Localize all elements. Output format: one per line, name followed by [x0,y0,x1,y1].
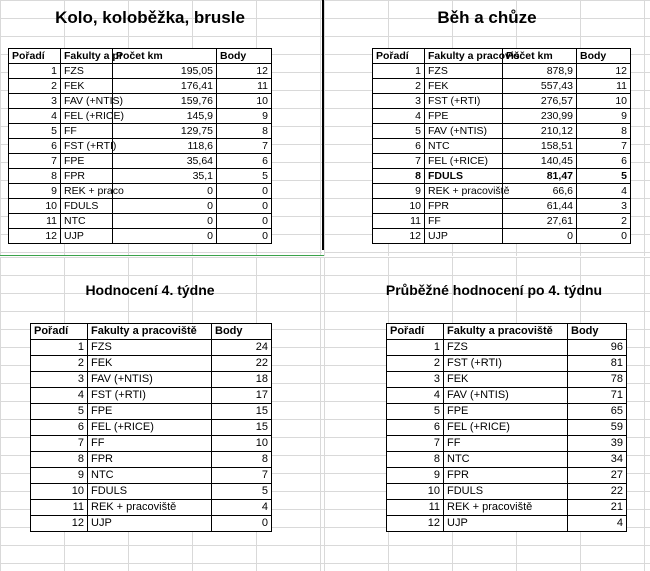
table-cell: 8 [373,169,425,184]
table-row [31,468,272,484]
table-cell: 0 [113,199,217,214]
table-cell: UJP [444,516,568,532]
table-cell: 10 [9,199,61,214]
panel-week4 [0,257,324,571]
table-cell: 10 [217,94,272,109]
table-cell: 118,6 [113,139,217,154]
table-cell: NTC [444,452,568,468]
table-cell: 158,51 [503,139,577,154]
column-header: Počet km [113,49,217,64]
table-overall [386,323,627,532]
table-cell: 12 [31,516,88,532]
table-cell: 2 [373,79,425,94]
table-cell: FDULS [61,199,113,214]
table-cell: 4 [9,109,61,124]
table-row [373,229,631,244]
table-cell: 3 [387,372,444,388]
table-cell: 35,64 [113,154,217,169]
table-cell: 8 [31,452,88,468]
table-row [387,516,627,532]
table-cell: 18 [212,372,272,388]
table-row [31,420,272,436]
table-cell: 27 [568,468,627,484]
table-cell: FEL (+RICE) [61,109,113,124]
table-cell: FPR [444,468,568,484]
table-row [387,500,627,516]
table-cell: 34 [568,452,627,468]
table-row [31,500,272,516]
table-cell: 0 [217,199,272,214]
table-row [373,124,631,139]
table-cell: 11 [387,500,444,516]
table-cell: 22 [568,484,627,500]
table-cell: 1 [9,64,61,79]
column-header: Pořadí [9,49,61,64]
table-row [387,340,627,356]
table-cell: 4 [568,516,627,532]
table-cell: 11 [217,79,272,94]
table-cycling [8,48,272,244]
table-row [31,404,272,420]
table-cell: 2 [387,356,444,372]
table-cell: 9 [9,184,61,199]
table-cell: 557,43 [503,79,577,94]
table-cell: 9 [387,468,444,484]
column-header: Fakulty a pracoviště [444,324,568,340]
table-cell: 21 [568,500,627,516]
table-cell: REK + praco [61,184,113,199]
table-row [387,436,627,452]
table-row [373,94,631,109]
table-week4 [30,323,272,532]
table-row [9,184,272,199]
table-cell: FF [61,124,113,139]
table-row [387,452,627,468]
table-cell: 4 [212,500,272,516]
table-row [31,436,272,452]
table-cell: 6 [9,139,61,154]
table-cell: FDULS [425,169,503,184]
column-header: Fakulty a pracoviš [425,49,503,64]
table-cell: 8 [387,452,444,468]
table-cell: FAV (+NTIS) [61,94,113,109]
table-cell: 5 [387,404,444,420]
table-cell: 6 [373,139,425,154]
table-cell: 15 [212,404,272,420]
table-cell: 35,1 [113,169,217,184]
table-cell: 12 [217,64,272,79]
column-header: Fakulty a pracoviště [88,324,212,340]
table-cell: 12 [387,516,444,532]
table-cell: 3 [31,372,88,388]
table-cell: 129,75 [113,124,217,139]
table-row [9,64,272,79]
table-cell: 7 [212,468,272,484]
table-row [9,124,272,139]
table-row [387,420,627,436]
table-cell: 11 [373,214,425,229]
table-row [9,109,272,124]
table-row [373,199,631,214]
column-header: Počet km [503,49,577,64]
table-cell: 3 [373,94,425,109]
table-cell: 2 [31,356,88,372]
table-cell: UJP [61,229,113,244]
table-cell: FEK [88,356,212,372]
table-cell: NTC [61,214,113,229]
panel-overall [324,257,650,571]
table-cell: FPR [61,169,113,184]
table-cell: 0 [217,229,272,244]
table-cell: 9 [31,468,88,484]
table-row [373,64,631,79]
table-row [9,139,272,154]
table-cell: 5 [577,169,631,184]
table-row [387,468,627,484]
table-cell: 81,47 [503,169,577,184]
table-cell: FAV (+NTIS) [444,388,568,404]
table-cell: 9 [217,109,272,124]
table-cell: FF [425,214,503,229]
table-cell: 0 [577,229,631,244]
table-cell: 3 [9,94,61,109]
table-cell: NTC [88,468,212,484]
table-row [9,229,272,244]
table-row [387,372,627,388]
table-cell: FPE [425,109,503,124]
table-cell: NTC [425,139,503,154]
table-cell: FST (+RTI) [88,388,212,404]
table-cell: FPR [425,199,503,214]
table-row [31,452,272,468]
table-cell: 6 [577,154,631,169]
table-cell: FPE [88,404,212,420]
table-cell: 7 [9,154,61,169]
table-cell: 878,9 [503,64,577,79]
table-cell: FAV (+NTIS) [88,372,212,388]
table-cell: 11 [577,79,631,94]
table-cell: 12 [577,64,631,79]
table-cell: 8 [212,452,272,468]
table-cell: 5 [373,124,425,139]
table-cell: 71 [568,388,627,404]
table-cell: UJP [425,229,503,244]
table-row [31,516,272,532]
table-cell: 0 [113,214,217,229]
table-row [9,154,272,169]
table-row [387,484,627,500]
table-cell: 12 [373,229,425,244]
table-row [373,154,631,169]
column-header: Pořadí [31,324,88,340]
table-row [9,199,272,214]
table-row [31,388,272,404]
table-cell: 11 [31,500,88,516]
table-cell: FF [88,436,212,452]
panel-title-running: Běh a chůze [437,8,537,27]
table-row [373,214,631,229]
table-cell: 65 [568,404,627,420]
table-cell: FZS [88,340,212,356]
table-header-row [31,324,272,340]
table-cell: 0 [212,516,272,532]
table-cell: 11 [9,214,61,229]
table-row [9,169,272,184]
table-cell: 8 [9,169,61,184]
table-row [387,388,627,404]
table-cell: 1 [387,340,444,356]
table-row [31,372,272,388]
table-cell: 78 [568,372,627,388]
column-header: Body [577,49,631,64]
table-cell: 4 [373,109,425,124]
table-cell: 0 [113,229,217,244]
table-cell: FF [444,436,568,452]
table-cell: 145,9 [113,109,217,124]
table-cell: 8 [217,124,272,139]
table-cell: 1 [373,64,425,79]
table-cell: 7 [577,139,631,154]
table-cell: FPR [88,452,212,468]
table-cell: 7 [387,436,444,452]
table-cell: FZS [425,64,503,79]
table-row [373,139,631,154]
table-cell: REK + pracoviště [444,500,568,516]
table-cell: 5 [212,484,272,500]
table-cell: 7 [217,139,272,154]
table-cell: 6 [31,420,88,436]
table-cell: 159,76 [113,94,217,109]
table-row [9,94,272,109]
table-cell: 0 [217,214,272,229]
table-cell: 230,99 [503,109,577,124]
table-cell: FEL (+RICE) [88,420,212,436]
table-cell: 12 [9,229,61,244]
table-cell: FST (+RTI) [61,139,113,154]
table-cell: 7 [31,436,88,452]
table-cell: FST (+RTI) [444,356,568,372]
table-cell: REK + pracoviště [425,184,503,199]
column-header: Pořadí [387,324,444,340]
table-cell: 276,57 [503,94,577,109]
column-header: Fakulty a pr [61,49,113,64]
panel-title-week4: Hodnocení 4. týdne [85,282,215,298]
table-cell: 6 [217,154,272,169]
table-cell: 10 [577,94,631,109]
table-cell: 61,44 [503,199,577,214]
panel-title-cycling: Kolo, koloběžka, brusle [55,8,245,27]
table-cell: 4 [387,388,444,404]
column-header: Body [212,324,272,340]
table-cell: 22 [212,356,272,372]
table-cell: 10 [387,484,444,500]
table-cell: FPE [444,404,568,420]
table-cell: 4 [577,184,631,199]
table-row [373,184,631,199]
column-header: Pořadí [373,49,425,64]
table-header-row [373,49,631,64]
table-cell: FZS [61,64,113,79]
table-cell: 5 [217,169,272,184]
table-cell: 6 [387,420,444,436]
table-cell: 7 [373,154,425,169]
table-row [31,340,272,356]
table-cell: 10 [31,484,88,500]
table-cell: 59 [568,420,627,436]
table-cell: 2 [577,214,631,229]
panel-title-overall: Průběžné hodnocení po 4. týdnu [385,282,603,298]
table-cell: 176,41 [113,79,217,94]
table-row [373,109,631,124]
table-row [9,79,272,94]
table-cell: 8 [577,124,631,139]
table-cell: FEK [444,372,568,388]
table-header-row [9,49,272,64]
table-cell: 4 [31,388,88,404]
table-cell: FDULS [444,484,568,500]
table-cell: 10 [373,199,425,214]
table-cell: 39 [568,436,627,452]
table-row [9,214,272,229]
panel-running [324,0,650,256]
table-cell: 96 [568,340,627,356]
table-cell: 2 [9,79,61,94]
table-row [373,169,631,184]
table-row [31,484,272,500]
table-cell: UJP [88,516,212,532]
table-row [387,404,627,420]
table-cell: 15 [212,420,272,436]
table-header-row [387,324,627,340]
table-cell: FEK [61,79,113,94]
table-cell: 3 [577,199,631,214]
table-row [387,356,627,372]
table-cell: 140,45 [503,154,577,169]
column-header: Body [217,49,272,64]
table-cell: 27,61 [503,214,577,229]
table-cell: FPE [61,154,113,169]
table-row [31,356,272,372]
table-cell: 5 [31,404,88,420]
table-row [373,79,631,94]
table-cell: 195,05 [113,64,217,79]
table-cell: FEL (+RICE) [444,420,568,436]
table-cell: 81 [568,356,627,372]
table-cell: 1 [31,340,88,356]
table-cell: 0 [217,184,272,199]
table-cell: 24 [212,340,272,356]
table-cell: FST (+RTI) [425,94,503,109]
table-cell: FEK [425,79,503,94]
table-cell: 9 [577,109,631,124]
table-running [372,48,631,244]
table-cell: FZS [444,340,568,356]
table-cell: 9 [373,184,425,199]
table-cell: FEL (+RICE) [425,154,503,169]
table-cell: 10 [212,436,272,452]
table-cell: 210,12 [503,124,577,139]
table-cell: 17 [212,388,272,404]
table-cell: 0 [503,229,577,244]
table-cell: REK + pracoviště [88,500,212,516]
table-cell: FAV (+NTIS) [425,124,503,139]
table-cell: FDULS [88,484,212,500]
column-header: Body [568,324,627,340]
table-cell: 5 [9,124,61,139]
table-cell: 66,6 [503,184,577,199]
panel-cycling [0,0,322,256]
table-cell: 0 [113,184,217,199]
